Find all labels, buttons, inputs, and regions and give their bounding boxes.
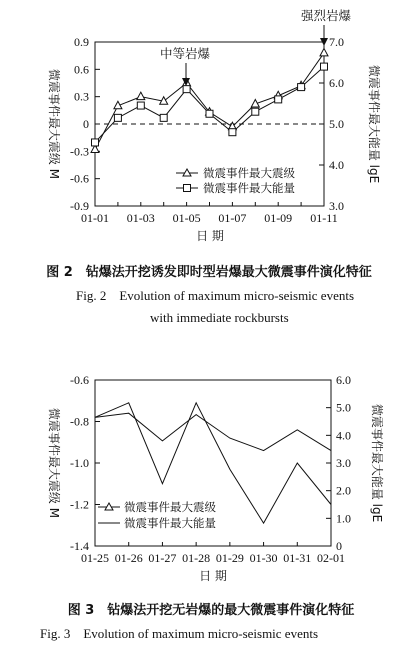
data-point-magnitude (320, 48, 328, 56)
x-tick-label: 01-07 (218, 211, 247, 225)
data-point-energy (92, 139, 99, 146)
x-tick-label: 01-01 (81, 211, 109, 225)
series-line-energy (95, 67, 324, 143)
x-tick-label: 01-28 (182, 551, 211, 565)
data-point-energy (114, 114, 121, 121)
chart-fig3 (40, 373, 385, 641)
annotation-moderate-rockburst (160, 46, 211, 86)
data-point-energy (298, 84, 305, 91)
y-right-tick-label: 4.0 (336, 428, 351, 443)
x-axis-label-fig3: 日 期 (199, 569, 227, 583)
caption-en-fig2-line1: Fig. 2 Evolution of maximum micro-seismic events (76, 288, 355, 303)
y-right-tick-label: 1.0 (336, 511, 351, 526)
series-line-energy (95, 413, 331, 450)
y-right-tick-label: 2.0 (336, 483, 351, 498)
y-left-label-fig2: 微震事件最大震级 M (47, 68, 61, 180)
x-axis-label-fig2: 日 期 (196, 229, 224, 243)
data-point-energy (183, 86, 190, 93)
y-left-tick-label: -0.6 (70, 373, 89, 387)
y-right-tick-label: 3.0 (336, 456, 351, 470)
y-right-tick-label: 3.0 (329, 199, 344, 213)
y-right-label-fig3: 微震事件最大能量 lgE (370, 403, 384, 523)
legend-label-magnitude: 微震事件最大震级 (124, 500, 216, 514)
y-left-tick-label: -1.4 (70, 539, 89, 553)
y-left-tick-label: 0.6 (74, 62, 89, 77)
legend-fig3 (98, 500, 216, 530)
y-right-tick-label: 7.0 (329, 35, 344, 49)
x-tick-label: 01-03 (126, 211, 155, 225)
legend-marker-square (184, 185, 191, 192)
legend-label-magnitude: 微震事件最大震级 (203, 166, 295, 180)
x-tick-label: 01-30 (249, 551, 278, 565)
x-tick-label: 02-01 (317, 551, 345, 565)
y-left-label-fig3: 微震事件最大震级 M (47, 407, 61, 519)
caption-en-fig2-line2: with immediate rockbursts (150, 310, 289, 325)
series-line-magnitude (95, 53, 324, 150)
x-tick-label: 01-29 (215, 551, 244, 565)
chart-fig2 (46, 8, 382, 325)
y-right-tick-label: 5.0 (329, 117, 344, 131)
y-left-tick-label: -0.8 (70, 414, 89, 429)
caption-en-fig3-line1: Fig. 3 Evolution of maximum micro-seismic events (40, 626, 319, 641)
data-point-energy (252, 108, 259, 115)
data-point-magnitude (137, 92, 145, 100)
x-tick-label: 01-27 (148, 551, 177, 565)
legend-fig2 (176, 166, 295, 195)
y-left-tick-label: -1.0 (70, 456, 89, 470)
y-right-tick-label: 6.0 (336, 373, 351, 387)
caption-cn-fig3: 图 3 钻爆法开挖无岩爆的最大微震事件演化特征 (67, 603, 355, 618)
y-right-tick-label: 0 (336, 539, 342, 553)
data-point-energy (160, 114, 167, 121)
x-tick-label: 01-05 (172, 211, 201, 225)
caption-cn-fig2: 图 2 钻爆法开挖诱发即时型岩爆最大微震事件演化特征 (46, 265, 372, 280)
x-tick-label: 01-09 (264, 211, 293, 225)
data-point-energy (321, 63, 328, 70)
y-left-tick-label: -0.9 (70, 199, 89, 213)
annotation-strong-label: 强烈岩爆 (300, 8, 352, 23)
y-left-tick-label: 0.9 (74, 35, 89, 49)
annotation-moderate-label: 中等岩爆 (159, 46, 211, 61)
x-tick-label: 01-31 (283, 551, 312, 565)
y-left-tick-label: -0.3 (70, 144, 89, 159)
y-right-label-fig2: 微震事件最大能量 lgE (367, 64, 381, 184)
legend-label-energy: 微震事件最大能量 (124, 516, 216, 530)
data-point-energy (275, 96, 282, 103)
data-point-energy (206, 110, 213, 117)
y-right-tick-label: 6.0 (329, 76, 344, 90)
y-left-tick-label: 0.3 (74, 89, 89, 104)
x-tick-label: 01-11 (310, 211, 338, 225)
y-right-tick-label: 4.0 (329, 158, 344, 172)
x-tick-label: 01-25 (81, 551, 109, 565)
x-tick-label: 01-26 (114, 551, 143, 565)
y-right-tick-label: 5.0 (336, 400, 351, 415)
legend-label-energy: 微震事件最大能量 (203, 181, 295, 195)
data-point-energy (229, 129, 236, 136)
y-left-tick-label: -0.6 (70, 171, 89, 186)
data-point-energy (137, 102, 144, 109)
y-left-tick-label: 0 (83, 117, 89, 131)
y-left-tick-label: -1.2 (70, 497, 89, 512)
